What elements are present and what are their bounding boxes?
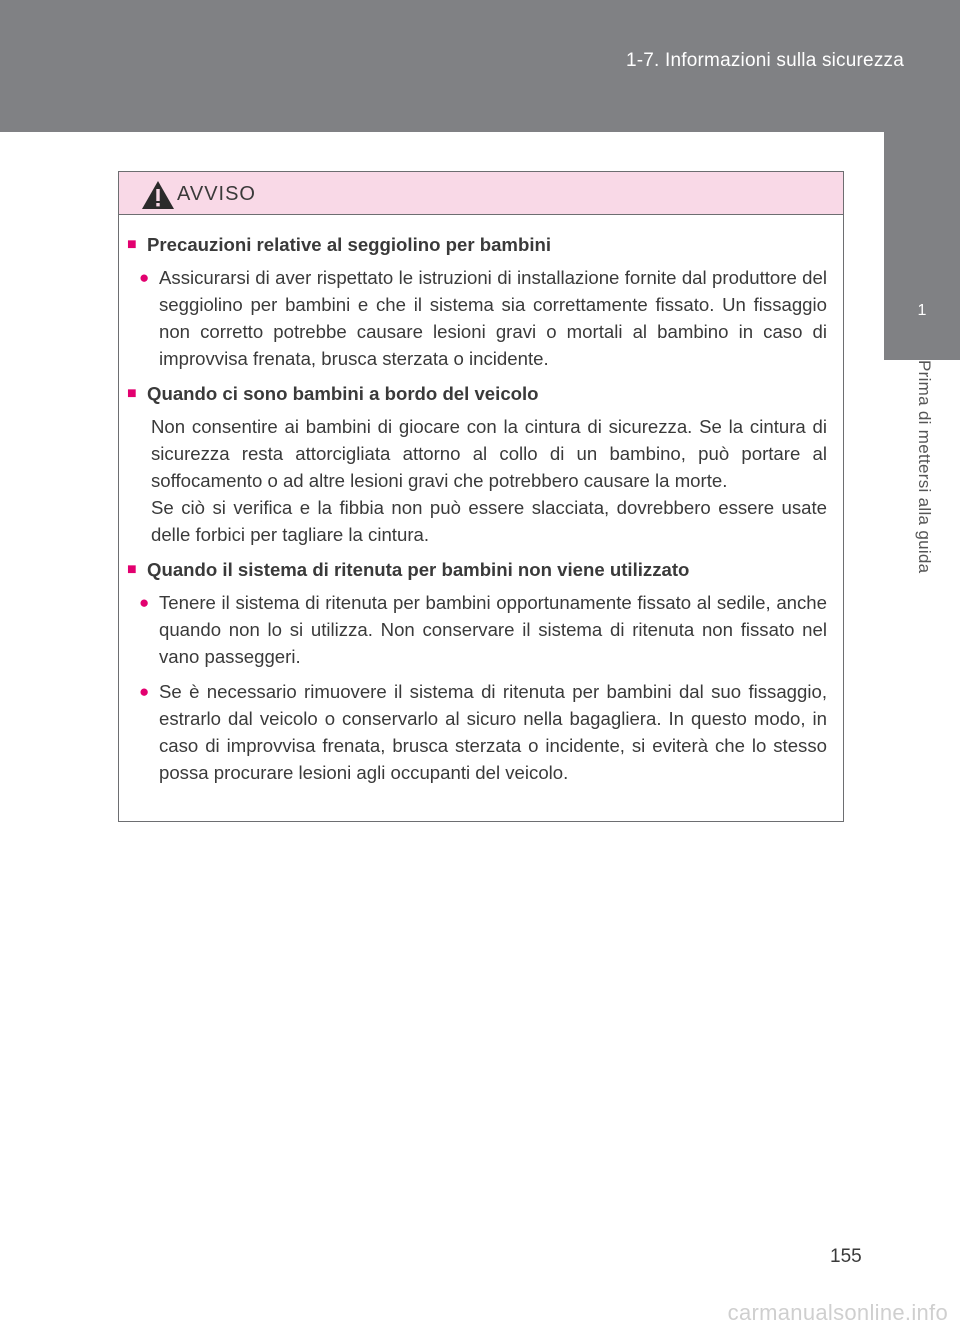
paragraph: Non consentire ai bambini di giocare con la cintura di sicurezza. Se la cintura di sicurezza resta attorcigliata attorno al collo di un bambino, può portare al soffocamento o ad altre lesioni gravi che potrebbero causare la morte.	[151, 416, 827, 491]
list-item-text: Se è necessario rimuovere il sistema di ritenuta per bambini dal suo fissaggio, estrarlo dal veicolo o conservarlo al sicuro nella bagagliera. In questo modo, in caso di improvvisa frenata, brusca sterzata o incidente, si eviterà che lo stesso possa procurare lesioni agli occupanti del veicolo.	[159, 681, 827, 783]
section-heading	[127, 231, 827, 258]
section-heading-text: Precauzioni relative al seggiolino per bambini	[147, 234, 552, 255]
chapter-tab-label	[884, 360, 960, 610]
paragraph: Se ciò si verifica e la fibbia non può essere slacciata, dovrebbero essere usate delle forbici per tagliare la cintura.	[151, 497, 827, 545]
circle-bullet-icon: ●	[139, 682, 150, 701]
list-item-text: Tenere il sistema di ritenuta per bambini opportunamente fissato al sedile, anche quando non lo si utilizza. Non conservare il sistema di ritenuta non fissato nel vano passeggeri.	[159, 592, 827, 667]
list-item	[139, 678, 827, 786]
page-number: 155	[830, 1246, 862, 1267]
chapter-tab-number: 1	[884, 132, 960, 360]
warning-content	[119, 215, 843, 786]
square-bullet-icon: ■	[127, 561, 137, 578]
list-item	[139, 264, 827, 372]
circle-bullet-icon: ●	[139, 268, 150, 287]
list-item	[139, 589, 827, 670]
section-title: 1-7. Informazioni sulla sicurezza	[626, 50, 904, 71]
watermark: carmanualsonline.info	[727, 1300, 948, 1325]
section-heading-text: Quando il sistema di ritenuta per bambini non viene utilizzato	[147, 559, 690, 580]
list-item-text: Assicurarsi di aver rispettato le istruzioni di installazione fornite dal produttore del seggiolino per bambini e che il sistema sia correttamente fissato. Un fissaggio non corretto potrebbe causare lesioni gravi o mortali al bambino in caso di improvvisa frenata, brusca sterzata o incidente.	[159, 267, 827, 369]
section-heading-text: Quando ci sono bambini a bordo del veicolo	[147, 383, 539, 404]
page-header	[0, 0, 960, 132]
square-bullet-icon: ■	[127, 236, 137, 253]
section-heading	[127, 380, 827, 407]
warning-header	[119, 172, 843, 215]
warning-title: AVVISO	[177, 183, 256, 205]
chapter-tab-label-text: Prima di mettersi alla guida	[915, 360, 934, 574]
warning-box	[118, 171, 844, 822]
circle-bullet-icon: ●	[139, 593, 150, 612]
section-heading	[127, 556, 827, 583]
warning-triangle-icon	[141, 180, 175, 210]
square-bullet-icon: ■	[127, 385, 137, 402]
